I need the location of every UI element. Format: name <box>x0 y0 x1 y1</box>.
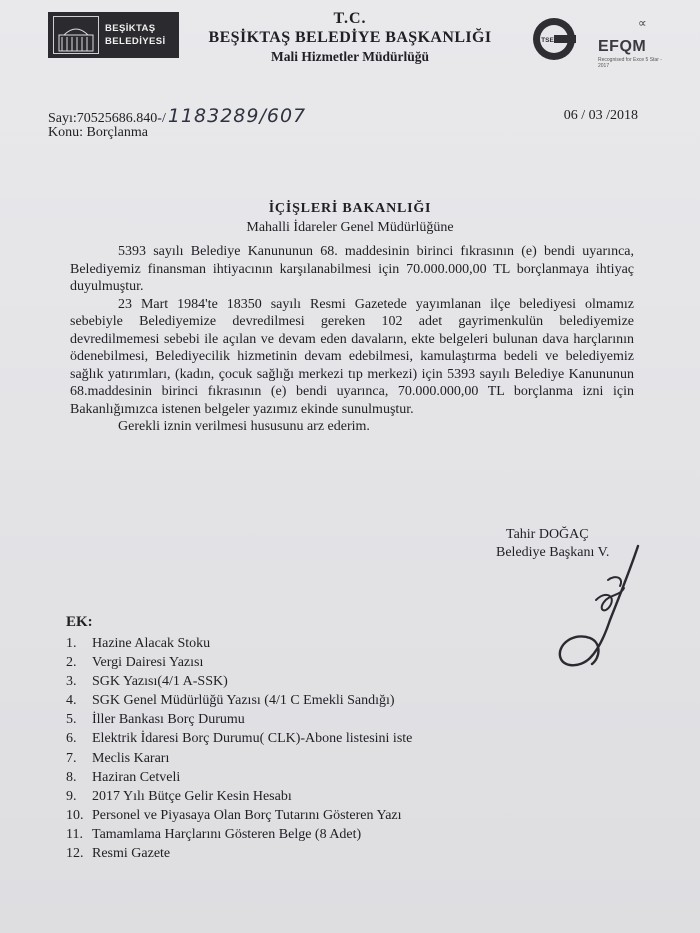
attachments-list <box>66 634 412 863</box>
list-item: 4. SGK Genel Müdürlüğü Yazısı (4/1 C Emekli Sandığı) <box>66 693 395 709</box>
body-paragraph-2: 23 Mart 1984'te 18350 sayılı Resmi Gazetede yayımlanan ilçe belediyesi olmamız sebebiyle Belediyemize devredilmesi gereken 102 adet gayrimenkulün belediyemize devredilmemesi sebebi ile açılan ve devam eden davaların, ekte belgeleri bulunan dava harçlarının ödenebilmesi, Belediyecilik hizmetinin devam edebilmesi, kamulaştırma bedeli ve belediyemiz sağlık yatırımları, (kadın, çocuk sağlığı merkezi tıp merkezi) için 5393 sayılı Belediye Kanununun 68.maddesinin birinci fıkrasının (e) bendi uyarınca, 70.000.000,00 TL borçlanma izni için Bakanlığımızca istenen belgeler yazımız ekinde sunulmuştur. <box>70 296 634 417</box>
list-item: 11. Tamamlama Harçlarını Gösteren Belge (8 Adet) <box>66 826 362 842</box>
besiktas-municipality-logo <box>48 12 179 58</box>
efqm-name: EFQM <box>598 38 647 55</box>
efqm-subtitle: Recognised for Exce 5 Star - 2017 <box>598 57 662 69</box>
list-item: 6. Elektrik İdaresi Borç Durumu( CLK)-Abone listesini iste <box>66 731 413 747</box>
handwritten-signature-icon <box>550 540 650 680</box>
document-date: 06 / 03 /2018 <box>563 108 638 123</box>
signer-name: Tahir DOĞAÇ <box>506 527 589 542</box>
recipient-ministry: İÇİŞLERİ BAKANLIĞI <box>268 201 432 216</box>
iso-badge-text: TSE ISO <box>541 37 567 44</box>
reference-number-prefix: Sayı:70525686.840-/ <box>48 111 166 126</box>
list-item: 12. Resmi Gazete <box>66 846 171 862</box>
efqm-mark-icon: ∝ <box>638 16 647 30</box>
tse-iso-logo-icon <box>531 16 577 62</box>
letterhead <box>180 10 520 66</box>
letterhead-department: Mali Hizmetler Müdürlüğü <box>271 49 429 64</box>
logo-text-line1: BEŞİKTAŞ <box>105 23 156 34</box>
recipient-directorate: Mahalli İdareler Genel Müdürlüğüne <box>246 220 454 235</box>
list-item: 9. 2017 Yılı Bütçe Gelir Kesin Hesabı <box>66 788 292 804</box>
recipient-block <box>0 200 700 238</box>
attachments-title: EK: <box>66 614 93 630</box>
mosque-emblem-icon <box>53 16 99 54</box>
efqm-logo <box>594 16 664 72</box>
list-item: 5. İller Bankası Borç Durumu <box>66 712 245 728</box>
list-item: 10. Personel ve Piyasaya Olan Borç Tutarını Gösteren Yazı <box>66 807 402 823</box>
logo-text-line2: BELEDİYESİ <box>105 36 166 47</box>
letterhead-tc: T.C. <box>333 10 367 27</box>
letter-body <box>70 243 634 436</box>
list-item: 1. Hazine Alacak Stoku <box>66 636 211 651</box>
subject-line: Konu: Borçlanma <box>48 125 148 140</box>
list-item: 8. Haziran Cetveli <box>66 769 181 785</box>
signer-title: Belediye Başkanı V. <box>496 545 610 560</box>
body-paragraph-3: Gerekli iznin verilmesi hususunu arz ederim. <box>118 419 370 434</box>
list-item: 3. SGK Yazısı(4/1 A-SSK) <box>66 674 228 690</box>
body-paragraph-1: 5393 sayılı Belediye Kanununun 68. maddesinin birinci fıkrasının (e) bendi uyarınca, Belediyemiz finansman ihtiyacının karşılanabilmesi için 70.000.000,00 TL borçlanmaya ihtiyaç duyulmuştur. <box>70 244 634 294</box>
letterhead-institution: BEŞİKTAŞ BELEDİYE BAŞKANLIĞI <box>208 29 492 46</box>
reference-number-handwritten: 1183289/607 <box>167 105 307 127</box>
list-item: 7. Meclis Kararı <box>66 750 170 766</box>
list-item: 2. Vergi Dairesi Yazısı <box>66 655 204 671</box>
